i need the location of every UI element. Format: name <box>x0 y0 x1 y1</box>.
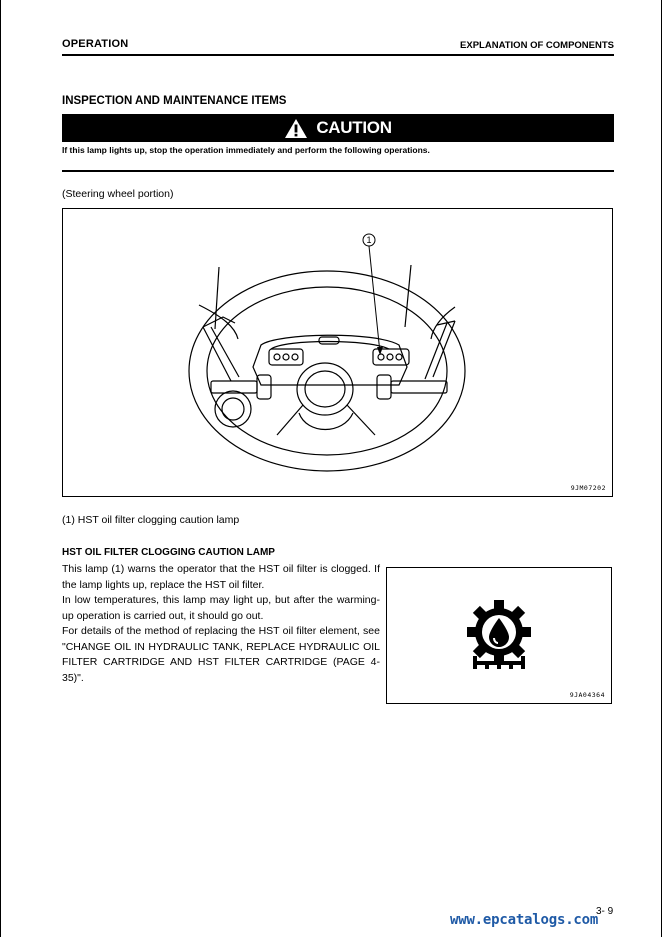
caution-label: CAUTION <box>316 118 392 137</box>
warning-triangle-icon <box>284 118 308 139</box>
figure-caption: (Steering wheel portion) <box>62 188 174 200</box>
header-chapter: EXPLANATION OF COMPONENTS <box>460 40 614 51</box>
steering-wheel-illustration <box>63 209 612 496</box>
steering-wheel-figure <box>62 208 613 497</box>
body-paragraph-2: In low temperatures, this lamp may light up, but after the warming-up operation is carried out, it should go out. <box>62 594 380 622</box>
item-caption: (1) HST oil filter clogging caution lamp <box>62 514 240 526</box>
body-paragraph-1: This lamp (1) warns the operator that the HST oil filter is clogged. If the lamp lights up, replace the HST oil filter. <box>62 563 380 591</box>
page-number: 3- 9 <box>596 906 614 917</box>
page-left-border <box>0 0 1 937</box>
watermark-link[interactable]: www.epcatalogs.com <box>450 912 599 928</box>
caution-banner <box>62 114 614 142</box>
figure-code: 9JM07202 <box>570 484 606 492</box>
lamp-symbol-figure <box>386 567 612 704</box>
body-paragraph-3: For details of the method of replacing the HST oil filter element, see "CHANGE OIL IN HYDRAULIC TANK, REPLACE HYDRAULIC OIL FILTER CARTRIDGE AND HST FILTER CARTRIDGE (PAGE 4-35)". <box>62 625 380 684</box>
callout-number: 1 <box>366 235 372 245</box>
icon-figure-code: 9JA04364 <box>569 691 605 699</box>
caution-text: If this lamp lights up, stop the operation immediately and perform the following operations. <box>62 145 430 155</box>
subsection-title: HST OIL FILTER CLOGGING CAUTION LAMP <box>62 547 275 558</box>
hst-oil-filter-icon <box>463 598 535 670</box>
header-rule <box>62 54 614 56</box>
subsection-body <box>62 562 380 686</box>
caution-rule <box>62 170 614 172</box>
section-title: INSPECTION AND MAINTENANCE ITEMS <box>62 95 287 107</box>
header-section: OPERATION <box>62 38 129 50</box>
